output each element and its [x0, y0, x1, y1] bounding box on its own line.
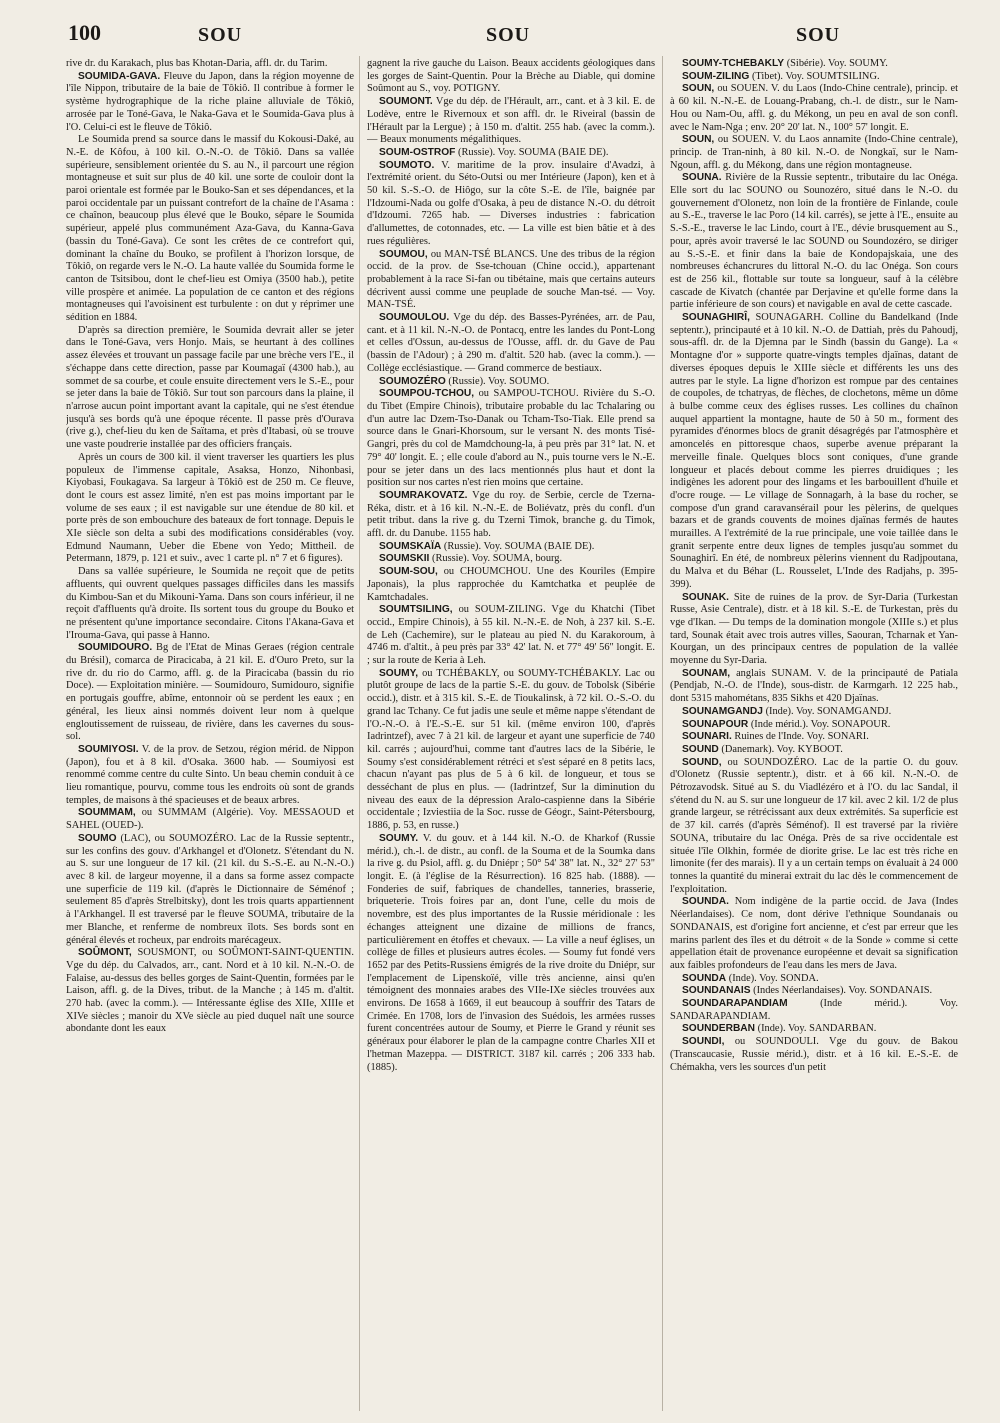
entry-text: SOUNAGARH. Colline du Bandelkand (Inde septentr.), principauté et à 10 kil. N.-O. de Dattiah, près du Pahoudj, sous-affl. dr. de la Djemna par le Sindh (bassin du Gange). La « Montagne d'or » supporte quatre-vingts temples djaïnas, datant de diverses époques depuis le XIIIe siècle et différents les uns des autres par le style. La ligne d'horizon est rompue par des centaines de coupoles, de tchatryas, de flèches, de clochetons, même un dôme à bulbe comme ceux des églises russes. Les collines du chaînon auquel appartient la montagne, haute de 50 à 50 m., forment des pyramides d'énormes blocs de granit désagrégés par l'atmosphère et amoncelés en pittoresque chaos, superbe avenue préparant la merveille finale. Quelques blocs sont coniques, d'une grande longueur et placés debout comme les pierres druidiques ; les indigènes les adorent pour des lingams et les barbouillent d'huile et d'ocre rouge. — Le village de Sonnagarh, à la base du rocher, se compose d'un grand caravansérail pour les pèlerins, de quelques bazars et de grands couvents de moines djaïnas fermés de hautes murailles. A l'extrémité de la rue principale, une voie taillée dans le granit serpente entre deux lignes de temples jusqu'au sommet du Sounaghirî. En été, de nombreux pèlerins viennent du Radjpoutana, du Malva et du Béhar (L. Rousselet, L'Inde des Radjahs, p. 395-399). — [670, 312, 958, 590]
entry-text: Rivière de la Russie septentr., tributaire du lac Onéga. Elle sort du lac SOUNO ou Sounozéro, situé dans le N.-O. du gouvernement d'Olonetz, non loin de la frontière de Finlande, coule au S.-E., traverse le lac Poro (14 kil. carrés), se jette à l'E., ensuite au S.-S.-E., traverse le lac Lindo, court à l'E., dévie brusquement au S., pour, après avoir traversé le lac SOUND ou Soundozéro, se diriger au S.-S.-E. et finir dans la baie de Kondopajskaia, une des nombreuses échancrures du littoral N.-O. du lac Onéga. Son cours est de 256 kil., flottable sur toute sa longueur, sauf à la célèbre cascade de Kivatch (chantée par Derjavine et qu'elle forme dans la partie inférieure de son cours) et navigable en aval de cette cascade. — [670, 172, 958, 311]
entry-text: (LAC), ou SOUMOZÉRO. Lac de la Russie septentr., sur les confins des gouv. d'Arkhangel et d'Olonetz. S'étendant du N. au S. sur une longueur de 17 kil. (21 kil. du S.-S.-E. au N.-N.-O.) avec 8 kil. de largeur moyenne, il a dans sa forme assez compacte une superficie de 119 kil. (d'après le Dictionnaire de Séménof ; seulement 85 d'après Strelbitsky), dont les trois quarts appartiennent à l'Arkhangel. Il est traversé par le fleuve SOUMA, tributaire de la mer Blanche, et renferme de nombreux îlots. Ses bords sont en général élevés et rocheux, par endroits marécageux. — [66, 832, 354, 946]
entry-headword: SOUMSKII — [379, 553, 430, 565]
entry-headword: SOUMTSILING, — [379, 604, 453, 616]
entry-text: V. de la prov. de Setzou, région mérid. de Nippon (Japon), fou et à 8 kil. d'Osaka. 3600 hab. — Soumiyosi est renommé comme centre du culte Sinto. Un beau chemin conduit à ce lieu romantique, pourvu, comme tous les endroits où sont de grands temples, de maisons à thé spacieuses et de beaux arbres. — [66, 743, 354, 806]
entry-text: Après un cours de 300 kil. il vient traverser les quartiers les plus populeux de l'immense capitale, Asaksa, Honzo, Nihonbasi, Kiyobasi, Foukagava. Sa largeur à Tôkiô est de 250 m. Ce fleuve, dont le cours est assez limité, n'en est pas moins important par le volume de ses eaux ; il est navigable sur une étendue de 80 kil. et porte près de son embouchure des bateaux de fort tonnage. Depuis le XIe siècle son delta a subi des modifications considérables (voy. Edmund Naumann, Ueber die Ebene von Yedo; Mittheil. de Petermann, 1879, p. 121 et suiv., avec 1 carte pl. n° 7 et 6 figures). — [66, 451, 354, 565]
dictionary-entry — [367, 388, 655, 490]
entry-text: anglais SUNAM. V. de la principauté de Patiala (Pendjab, N.-O. de l'Inde), sous-distr. de Karmgarh. 12 225 hab., dont 5315 mahométans, 835 Sikhs et 420 Djaïnas. — [670, 667, 958, 705]
entry-text: (Russie). Voy. SOUMO. — [448, 375, 550, 387]
dictionary-entry — [66, 566, 354, 642]
entry-text: rive dr. du Karakach, plus bas Khotan-Daria, affl. dr. du Tarim. — [66, 58, 328, 69]
running-head-right: SOU — [796, 24, 841, 46]
dictionary-entry — [66, 744, 354, 808]
dictionary-entry — [367, 160, 655, 249]
entry-text: D'après sa direction première, le Soumida devrait aller se jeter dans le Toné-Gava, vers Honjo. Mais, se heurtant à des collines assez élevées et trouvant un passage facile par une brèche vers l'E., il s'échappe dans cette direction, passe par Koumagaï (4300 hab.), au sommet de sa courbe, et coule ensuite directement vers le S.-E., pour se jeter dans la baie de Tôkiô. Sur tout son parcours dans la plaine, il n'arrose aucun point important avant la capitale, qui ne s'est étendue jusqu'à ses bords qu'à une époque récente. Il passe près d'Ourava (rive g.), chef-lieu du ken de Saïtama, et près d'Itabasi, où se trouve une vaste poudrerie installée par des officiers français. — [66, 324, 354, 451]
entry-headword: SOUNAK. — [682, 591, 729, 603]
entry-headword: SOUND — [682, 743, 719, 755]
entry-headword: SOUMMAM, — [78, 807, 136, 819]
entry-headword: SOUNAMGANDJ — [682, 705, 763, 717]
entry-headword: SOUMOU, — [379, 248, 428, 260]
entry-text: ou SOUNDOZÉRO. Lac de la partie O. du gouv. d'Olonetz (Russie septentr.), distr. et à 66 kil. N.-N.-O. de Pétrozavodsk. Situé au S. du Viadlézéro et à l'O. du lac Sandal, il s'étend du N. au S. sur une longueur de 17 kil. avec 2 kil. 1/2 de plus grande largeur, se rétrécissant aux deux extrémités. Sa superficie est de 37 kil. carrés (d'après Séménof). Il est traversé par la rivière SOUNA, tributaire du lac Onéga. Près de sa rive occidentale est située l'île Olkhin, formée de diorite grise. Le lac est très riche en limonite (fer des marais). Il y a un certain temps on évaluait à 24 000 tonnes la quantité du minerai extrait du lac dès le commencement de l'exploitation. — [670, 756, 958, 895]
dictionary-entry — [66, 452, 354, 566]
entry-text: (Indes Néerlandaises). Voy. SONDANAIS. — [753, 985, 933, 997]
entry-text: V. du gouv. et à 144 kil. N.-O. de Kharkof (Russie mérid.), ch.-l. de distr., au confl. de la Souma et de la Soumka dans la rive g. du Psiol, affl. g. du Dniépr ; 50° 54' 38" lat. N., 32° 27' 53" longit. E. (à l'église de la Résurrection). 16 825 hab. (1888). — Fonderies de suif, fabriques de chandelles, tanneries, brasserie, briqueterie. Trois foires par an, dont l'une, celle du mois de novembre, est des plus importantes de la Russie méridionale : les échanges atteignent une dizaine de millions de francs, particulièrement en étoffes et chevaux. — La ville a neuf églises, un collège de filles et plusieurs autres écoles. — Soumy fut fondé vers 1652 par des Petits-Russiens émigrés de la rive droite du Dniépr, sur l'emplacement de Lipenskoïé, ville très ancienne, ainsi qu'en témoignent des monnaies arabes des VIIe-IXe siècles trouvées aux environs. De 1658 à 1669, il eut beaucoup à souffrir des Tatars de Crimée. En 1708, lors de l'invasion des Suédois, les armées russes furent concentrées autour de Soumy, et Pierre le Grand y réunit ses généraux pour élaborer le plan de la campagne contre Charles XII et l'hetman Mazeppa. — DISTRICT. 3187 kil. carrés ; 206 333 hab. (1885). — [367, 832, 655, 1073]
running-head-center: SOU — [486, 24, 531, 46]
entry-headword: SOUMOTO. — [379, 159, 435, 171]
page-header — [0, 20, 1000, 54]
entry-text: ou MAN-TSÉ BLANCS. Une des tribus de la région occid. de la prov. de Sse-tchouan (Chine occid.), appartenant probablement à la race Si-fan ou tibétaine, mais que certains auteurs décrivent aussi comme une peuplade de souche Man-tsé. — Voy. MAN-TSÉ. — [367, 248, 655, 311]
entry-text: Bg de l'Etat de Minas Geraes (région centrale du Brésil), comarca de Piracicaba, à 21 kil. E. d'Ouro Preto, sur la rive dr. du rio do Carmo, affl. g. de la Piracicaba (bassin du rio Doce). — Exploitation minière. — Soumidouro, Sumidouro, signifie en portugais gouffre, abîme, entonnoir où se perdent les eaux ; en général, les lieux ainsi nommés doivent leur nom à quelque engloutissement de ruisseau, de rivière, dans les cavernes du sous-sol. — [66, 642, 354, 743]
dictionary-entry — [367, 58, 655, 96]
entry-text: (Inde). Voy. SONDA. — [728, 972, 819, 984]
entry-headword: SOUNDARAPANDIAM — [682, 998, 788, 1010]
entry-headword: SOUN, — [682, 134, 715, 146]
entry-headword: SOUN, — [682, 83, 715, 95]
dictionary-entry — [367, 541, 655, 554]
entry-headword: SOUNDI, — [682, 1036, 725, 1048]
entry-headword: SOUMIYOSI. — [78, 743, 139, 755]
entry-headword: SOUNAPOUR — [682, 718, 749, 730]
entry-headword: SOUNA. — [682, 172, 722, 184]
entry-text: ou CHOUMCHOU. Une des Kouriles (Empire Japonais), la plus rapprochée du Kamtchatka et peuplée de Kamtchadales. — [367, 566, 655, 603]
entry-headword: SOUMIDOURO. — [78, 642, 153, 654]
dictionary-entry — [670, 731, 958, 744]
entry-text: (Russie). Voy. SOUMA (BAIE DE). — [458, 146, 609, 158]
entry-headword: SOUMO — [78, 832, 117, 844]
page-number: 100 — [68, 20, 101, 45]
dictionary-entry — [66, 947, 354, 1036]
column-divider — [662, 56, 663, 1411]
entry-text: Dans sa vallée supérieure, le Soumida ne reçoit que de petits affluents, qui ouvrent quelques passages difficiles dans les massifs du Kimbou-San et du Mikouni-Yama. Dans son cours inférieur, il ne reçoit d'affluents qu'à droite. Ils sortent tous du groupe du Bouko et ne présentent qu'une importance secondaire. Citons l'Akana-Gava et l'Irouma-Gava, qui passe à Hanno. — [66, 566, 354, 641]
dictionary-entry — [670, 998, 958, 1023]
dictionary-entry — [670, 134, 958, 172]
entry-headword: SOUM-ZILING — [682, 70, 750, 82]
entry-text: Vge du roy. de Serbie, cercle de Tzerna-Réka, distr. et à 16 kil. N.-N.-E. de Boliévatz, près du confl. d'un petit tribut. dans la rive g. du Tzerni Timok, branche g. du Timok, affl. dr. du Danube. 1155 hab. — [367, 489, 655, 540]
dictionary-entry — [66, 807, 354, 832]
dictionary-entry — [670, 973, 958, 986]
dictionary-entry — [670, 719, 958, 732]
dictionary-entry — [670, 58, 958, 71]
entry-headword: SOUNAGHIRÎ, — [682, 312, 750, 324]
dictionary-entry — [367, 490, 655, 541]
entry-headword: SOUM-SOU, — [379, 566, 438, 578]
text-column-1 — [66, 58, 354, 1408]
entry-text: (Inde). Voy. SONAMGANDJ. — [765, 705, 892, 717]
dictionary-entry — [66, 833, 354, 947]
entry-headword: SOUNDA — [682, 972, 727, 984]
entry-headword: SOUMONT. — [379, 96, 433, 108]
entry-text: SOUSMONT, ou SOÛMONT-SAINT-QUENTIN. Vge du dép. du Calvados, arr., cant. Nord et à 10 kil. N.-N.-O. de Falaise, au-dessus des belles gorges de Saint-Quentin, formées par le Laison, affl. g. de la Dives, tribut. de la Manche ; à 145 m. d'altit. 270 hab. (avec la comm.). — Intéressante église des XIIe, XIIIe et XIVe siècles ; manoir du XVe siècle au pied duquel naît une source abondante dont les eaux — [66, 947, 354, 1035]
dictionary-entry — [670, 706, 958, 719]
dictionary-entry — [66, 642, 354, 744]
entry-text: Vge du dép. de l'Hérault, arr., cant. et à 3 kil. E. de Lodève, entre le Rivernoux et son affl. dr. le Riveiral (bassin de l'Hérault par la Lergue) ; à 150 m. d'altit. 255 hab. (avec la comm.). — Beaux monuments mégalithiques. — [367, 96, 655, 146]
entry-headword: SOUMOZÉRO — [379, 375, 446, 387]
dictionary-entry — [367, 604, 655, 668]
entry-text: (Russie). Voy. SOUMA, bourg. — [432, 553, 563, 565]
entry-text: ou TCHÉBAKLY, ou SOUMY-TCHÉBAKLY. Lac ou plutôt groupe de lacs de la partie S.-E. du gouv. de Tobolsk (Sibérie occid.), distr. et à 315 kil. S.-E. de Tioukalinsk, à 72 kil. O.-S.-O. du grand lac Tchany. Ce fut jadis une seule et même nappe s'étendant de l'O.-N.-O. à l'E.-S.-E. sur 51 kil. (même environ 100, d'après Iadrintzef), avec 7 à 21 kil. de largeur et ayant une superficie de 740 kil. carrés ; aujourd'hui, comme tant d'autres lacs de la Sibérie, le Soumy s'est considérablement rétréci et s'est séparé en 8 petits lacs, chacun n'ayant pas plus de 5 à 6 kil. de longueur, et tous se desséchant de plus en plus. — (Iadrintzef, Sur la diminution du niveau des eaux de la dépression Aralo-caspienne dans la Sibérie occidentale ; Izviestiia de la Soc. russe de Géogr., Saint-Pétersbourg, 1886, p. 53, en russe.) — [367, 667, 655, 832]
entry-headword: SOUND, — [682, 756, 722, 768]
entry-text: (Inde mérid.). Voy. SONAPOUR. — [750, 718, 891, 730]
entry-text: ou SOUNDOULI. Vge du gouv. de Bakou (Transcaucasie, Russie mérid.), distr. et à 16 kil. E.-S.-E. de Chémakha, vers les sources d'un petit — [670, 1036, 958, 1073]
entry-text: (Russie). Voy. SOUMA (BAIE DE). — [443, 540, 595, 552]
dictionary-entry — [367, 376, 655, 389]
entry-text: ou SUMMAM (Algérie). Voy. MESSAOUD et SAHEL (OUED-). — [66, 807, 354, 832]
dictionary-entry — [367, 147, 655, 160]
entry-text: Site de ruines de la prov. de Syr-Daria (Turkestan Russe, Asie Centrale), distr. et à 18 kil. S.-E. de Turkestan, près du vge d'Ikan. — Du temps de la domination mongole (XIIIe s.) et plus tard, Sounak était avec trois autres villes, Saouran, Tcharnak et Yan-Kourgan, un des principaux centres de population de la vallée moyenne du Syr-Daria. — [670, 591, 958, 667]
text-column-3 — [670, 58, 958, 1408]
entry-headword: SOUMY, — [379, 667, 419, 679]
dictionary-entry — [670, 757, 958, 897]
dictionary-entry — [367, 566, 655, 604]
dictionary-entry — [670, 312, 958, 591]
dictionary-entry — [66, 325, 354, 452]
entry-headword: SOUMOULOU. — [379, 312, 450, 324]
dictionary-entry — [367, 96, 655, 147]
entry-headword: SOUNAM, — [682, 667, 731, 679]
dictionary-entry — [670, 744, 958, 757]
entry-headword: SOUMSKAÏA — [379, 540, 442, 552]
dictionary-entry — [670, 1023, 958, 1036]
entry-text: (Inde mérid.). Voy. SANDARAPANDIAM. — [670, 998, 958, 1022]
entry-headword: SOUMIDA-GAVA. — [78, 70, 161, 82]
entry-text: (Sibérie). Voy. SOUMY. — [786, 58, 888, 69]
entry-text: Vge du dép. des Basses-Pyrénées, arr. de Pau, cant. et à 11 kil. N.-N.-O. de Pontacq, entre les landes du Pont-Long et celles d'Ossun, au-dessus de l'Ousse, affl. dr. du Gave de Pau (bassin de l'Adour) ; à 290 m. d'altit. 520 hab. (avec la comm.). — Collège ecclésiastique. — Grand commerce de bestiaux. — [367, 312, 655, 374]
running-head-left: SOU — [198, 24, 243, 46]
entry-headword: SOUNARI. — [682, 731, 732, 743]
dictionary-entry — [367, 312, 655, 376]
entry-text: ou SAMPOU-TCHOU. Rivière du S.-O. du Tibet (Empire Chinois), tributaire probable du lac Tchalaring ou d'un autre lac Dzem-Tso-Danak ou Tcham-Tso-Tiak. Elle prend sa source dans le Gnari-Khorsoum, sur le versant N. des monts Tisé-Gangri, près du col de Mamdchoung-la, à peu près par 31° lat. N. et 79° 40' longit. E. ; elle coule d'abord au N., puis tourne vers le N.-E. pour se jeter dans un des lacs mentionnés plus haut et dont la position sur nos cartes n'est rien moins que certaine. — [367, 388, 655, 489]
entry-text: ou SOUM-ZILING. Vge du Khatchi (Tibet occid., Empire Chinois), à 55 kil. N.-N.-E. de Noh, à 237 kil. S.-E. de Leh (Cachemire), sur le plateau au pied N. du Karakoroum, à 4746 m. d'altit., à peu près par 33° 42' lat. N. et 77° 49' 56" longit. E. ; sur la route de Keria à Leh. — [367, 604, 655, 667]
column-divider — [359, 56, 360, 1411]
dictionary-entry — [367, 553, 655, 566]
entry-headword: SOUNDA. — [682, 896, 729, 908]
dictionary-entry — [670, 172, 958, 312]
entry-text: Ruines de l'Inde. Voy. SONARI. — [734, 731, 869, 743]
dictionary-entry — [66, 58, 354, 71]
entry-text: (Tibet). Voy. SOUMTSILING. — [751, 70, 880, 82]
dictionary-entry — [670, 896, 958, 972]
entry-text: Fleuve du Japon, dans la région moyenne de l'île Nippon, tributaire de la baie de Tôkiô. Il contribue à former le système hydrographique de la riche plaine alluviale de Tôkiô, arrosée par le Toné-Gava, le Naka-Gava et le Soumida-Gava plus à l'O. Celui-ci est le fleuve de Tôkiô. — [66, 70, 354, 133]
dictionary-entry — [66, 71, 354, 135]
entry-text: (Inde). Voy. SANDARBAN. — [757, 1023, 877, 1035]
entry-text: Le Soumida prend sa source dans le massif du Kokousi-Daké, au N.-E. de Kôfou, à 100 kil. O.-N.-O. de Tôkiô. Dans sa vallée supérieure, sensiblement orientée du S. au N., il parcourt une région montagneuse et suit sur plus de 40 kil. une sorte de couloir dont la paroi orientale est formée par le Bouko-San et ses dépendances, et la paroi occidentale par un puissant contrefort de la chaîne de l'Asama : ce chaînon, beaucoup plus élevé que le Bouko, sépare le Soumida supérieur, appelé plus communément Aza-Gava, du Kanna-Gava (bassin du Toné-Gava). Ce sont les crêtes de ce contrefort qui, dominant la chaîne du Bouko, se profilent à l'horizon lorsque, de Tôkiô, on regarde vers le N.-O. La haute vallée du Soumida forme le canton de Tsitsibou, dont le chef-lieu est Omiya (3500 hab.), petite ville prospère et animée. La population de ce canton et des régions montagneuses qui l'avoisinent est turbulente : on dut y réprimer une sédition en 1884. — [66, 134, 354, 324]
dictionary-entry — [367, 249, 655, 313]
entry-headword: SOUMPOU-TCHOU, — [379, 388, 475, 400]
entry-headword: SOUNDERBAN — [682, 1023, 756, 1035]
dictionary-entry — [670, 83, 958, 134]
entry-headword: SOÛMONT, — [78, 947, 132, 959]
dictionary-entry — [670, 1036, 958, 1074]
dictionary-entry — [66, 134, 354, 325]
entry-text: (Danemark). Voy. KYBOOT. — [721, 743, 843, 755]
entry-headword: SOUMY. — [379, 832, 419, 844]
dictionary-entry — [367, 833, 655, 1074]
dictionary-entry — [367, 668, 655, 833]
entry-text: ou SOUEN. V. du Laos (Indo-Chine centrale), princip. et à 60 kil. N.-N.-E. de Louang-Prabang, ch.-l. de distr., sur le Nam-Hou ou Nam-Ou, affl. g. du Mékong, un peu en aval de son confl. avec le Nam-Nga ; env. 20° 20' lat. N., 100° 57' longit. E. — [670, 83, 958, 133]
entry-headword: SOUNDANAIS — [682, 985, 751, 997]
entry-headword: SOUMRAKOVATZ. — [379, 489, 468, 501]
entry-text: V. maritime de la prov. insulaire d'Avadzi, à l'extrémité orient. du Séto-Outsi ou mer Intérieure (Japon), ken et à 50 kil. S.-S.-O. de Hiôgo, sur la côte S.-E. de l'île, baignée par l'Idzoumi-Nada ou golfe d'Osaka, à peu de distance N.-O. du détroit d'Idzoumi. 7265 hab. — Diverses industries : fabrication d'allumettes, de cotonnades, etc. — La ville est bien bâtie et à des rues régulières. — [367, 159, 655, 247]
entry-text: ou SOUEN. V. du Laos annamite (Indo-Chine centrale), princip. de Tran-ninh, à 80 kil. N.-O. de Nongkaï, sur le Nam-Ngoun, affl. g. du Mékong, dans une région montagneuse. — [670, 134, 958, 171]
dictionary-entry — [670, 592, 958, 668]
entry-headword: SOUM-OSTROF — [379, 146, 456, 158]
dictionary-entry — [670, 668, 958, 706]
text-column-2 — [367, 58, 655, 1408]
dictionary-entry — [670, 71, 958, 84]
entry-text: Nom indigène de la partie occid. de Java (Indes Néerlandaises). Ce nom, dont dérive l'ethnique Soundanais ou SONDANAIS, est d'origine fort ancienne, et c'est par erreur que les marins parlent des îles et du détroit « de la Sonde » comme si cette appellation était de provenance européenne et devait sa signification aux faibles profondeurs de l'eau dans les mers de Java. — [670, 896, 958, 971]
dictionary-entry — [670, 985, 958, 998]
entry-text: gagnent la rive gauche du Laison. Beaux accidents géologiques dans les gorges de Saint-Quentin. Pour la Brèche au Diable, qui domine Soûmont au S., voy. POTIGNY. — [367, 58, 655, 95]
entry-headword: SOUMY-TCHÉBAKLY — [682, 58, 785, 69]
